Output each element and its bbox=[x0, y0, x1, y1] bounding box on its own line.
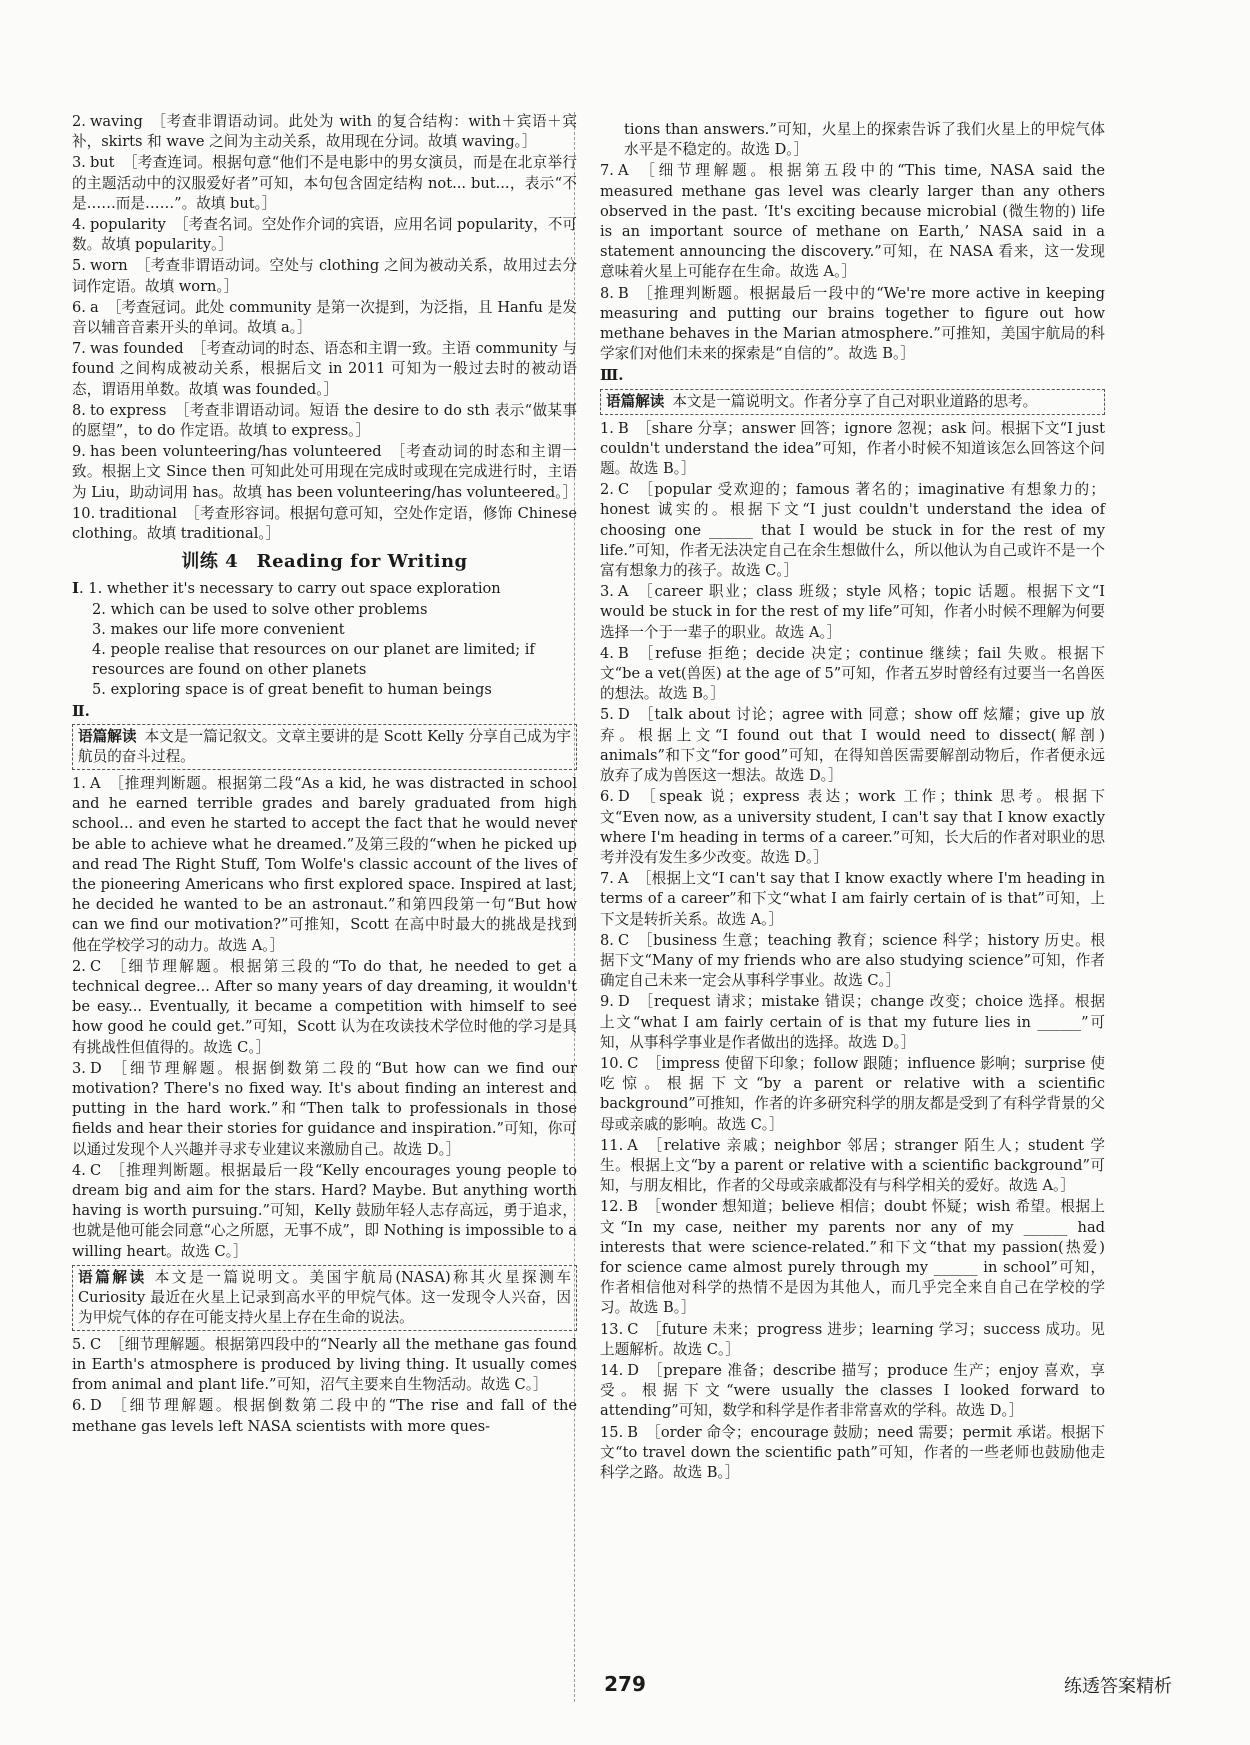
item-answer: B bbox=[617, 644, 629, 662]
item-number: 9. bbox=[72, 443, 86, 461]
answer-item bbox=[600, 582, 1105, 643]
answer-item bbox=[72, 504, 577, 544]
item-explanation: ［推理判断题。根据第二段“As a kid, he was distracted in school and he earned terrible grades and barely graduated from high school... and even he started to accept the fact that he would never be able to achieve what he dreamed.”及第三段的“when he picked up and read The Right Stuff, Tom Wolfe's classic account of the lives of the pioneering Americans who first explored space. Inspired at last, he decided he wanted to be an astronaut.”和第四段第一句“But how can we find our motivation?”可推知，Scott 在高中时最大的挑战是找到他在学校学习的动力。故选 A。］ bbox=[72, 774, 577, 954]
page-number: 279 bbox=[604, 1672, 646, 1696]
item-answer: A bbox=[617, 583, 629, 601]
item-explanation: ［细节理解题。根据第四段中的“Nearly all the methane gas found in Earth's atmosphere is produced by living thing. It usually comes from animal and plant life.”可知，沼气主要来自生物活动。故选 C。］ bbox=[72, 1335, 577, 1394]
answer-item bbox=[72, 339, 577, 400]
answer-item bbox=[72, 1059, 577, 1160]
item-number: 4. bbox=[600, 644, 614, 662]
item-number: 9. bbox=[600, 993, 614, 1011]
item-number: 15. bbox=[600, 1423, 624, 1441]
item-number: 6. bbox=[72, 1397, 86, 1415]
item-answer: C bbox=[89, 1161, 102, 1179]
item-number: 10. bbox=[72, 504, 96, 522]
item-explanation: ［talk about 讨论；agree with 同意；show off 炫耀；give up 放弃。根据上文“I found out that I would need to dissect(解剖) animals”和下文“for good”可知，在得知兽医需要解剖动物后，作者便永远放弃了成为兽医这一想法。故选 D。］ bbox=[600, 706, 1105, 785]
answer-item bbox=[72, 153, 577, 214]
left-column bbox=[72, 112, 577, 1438]
item-number: 8. bbox=[600, 284, 614, 302]
item-number: 11. bbox=[600, 1136, 624, 1154]
item-explanation: ［考查非谓语动词。空处与 clothing 之间为被动关系，故用过去分词作定语。故填 worn。］ bbox=[72, 257, 577, 295]
item-number: 12. bbox=[600, 1198, 624, 1216]
item-answer: B bbox=[627, 1423, 638, 1441]
item-explanation: ［prepare 准备；describe 描写；produce 生产；enjoy 喜欢，享受。根据下文“were usually the classes I looked forward to attending”可知，数学和科学是作者非常喜欢的学科。故选 D。］ bbox=[600, 1361, 1105, 1420]
item-explanation: ［细节理解题。根据第三段的“To do that, he needed to get a technical degree... After so many years of day dreaming, it wouldn't be easy... Eventually, it became a competition with himself to see how good he could get.”可知，Scott 认为在攻读技术学位时他的学习是具有挑战性但值得的。故选 C。］ bbox=[72, 957, 577, 1056]
item-explanation: ［impress 使留下印象；follow 跟随；influence 影响；surprise 使吃惊。根据下文“by a parent or relative with a scientific background”可推知，作者的许多研究科学的朋友都是受到了有科学背景的父母或亲戚的影响。故选 C。］ bbox=[600, 1054, 1105, 1133]
item-answer: C bbox=[627, 1054, 639, 1072]
item-explanation: ［business 生意；teaching 教育；science 科学；history 历史。根据下文“Many of my friends who are also studying science”可知，作者确定自己未来一定会从事科学事业。故选 C。］ bbox=[600, 931, 1105, 990]
item-explanation: ［考查动词的时态和主谓一致。根据上文 Since then 可知此处可用现在完成时或现在完成进行时，主语为 Liu，助动词用 has。故填 has been volunteering/has volunteered。］ bbox=[72, 443, 578, 501]
item-number: 6. bbox=[72, 298, 86, 316]
book-title: 练透答案精析 bbox=[1064, 1676, 1172, 1697]
answer-item bbox=[72, 774, 577, 956]
item-answer: worn bbox=[89, 257, 128, 275]
item-explanation: ［考查形容词。根据句意可知，空处作定语，修饰 Chinese clothing。故填 traditional。］ bbox=[72, 504, 577, 543]
part-2-label: Ⅱ. bbox=[72, 701, 90, 720]
item-explanation: ［future 未来；progress 进步；learning 学习；success 成功。见上题解析。故选 C。］ bbox=[600, 1320, 1105, 1358]
item-explanation: ［popular 受欢迎的；famous 著名的；imaginative 有想象力的；honest 诚实的。根据下文“I just couldn't understand the idea of choosing one ______ that I would be stuck in for the rest of my life.”可知，作者无法决定自己在余生想做什么，所以他认为自己或许不是一个富有想象力的孩子。故选 C。］ bbox=[600, 481, 1105, 580]
answer-item bbox=[72, 298, 577, 338]
item-explanation: ［根据上文“I can't say that I know exactly where I'm heading in terms of a career”和下文“what I am fairly certain of is that”可知，上下文是转折关系。故选 A。］ bbox=[600, 870, 1105, 928]
item-answer: D bbox=[89, 1397, 102, 1415]
right-column bbox=[600, 120, 1105, 1484]
part-1-label: Ⅰ bbox=[72, 579, 80, 598]
answer-item bbox=[72, 256, 577, 296]
answer-item bbox=[72, 1335, 577, 1396]
item-explanation: ［refuse 拒绝；decide 决定；continue 继续；fail 失败。根据下文“be a vet(兽医) at the age of 5”可知，作者五岁时曾经有过要当一名兽医的想法。故选 B。］ bbox=[600, 644, 1105, 703]
item-answer: D bbox=[627, 1361, 639, 1379]
answer-item bbox=[600, 869, 1105, 930]
reading-answers-b bbox=[72, 1335, 577, 1437]
passage-analysis-box-1: 语篇解读 本文是一篇记叙文。文章主要讲的是 Scott Kelly 分享自己成为宇航员的奋斗过程。 bbox=[72, 724, 577, 770]
item-explanation: ［考查连词。根据句意“他们不是电影中的男女演员，而是在北京举行的主题活动中的汉服爱好者”可知，本句包含固定结构 not... but...，表示“不是……而是……”。故填 but。］ bbox=[72, 154, 577, 212]
item-explanation: ［request 请求；mistake 错误；change 改变；choice 选择。根据上文“what I am fairly certain of is that my future lies in ______”可知，从事科学事业是作者做出的选择。故选 D。］ bbox=[600, 993, 1105, 1051]
item-answer: waving bbox=[89, 113, 143, 130]
item-number: 4. bbox=[72, 216, 86, 234]
item-number: 10. bbox=[600, 1054, 624, 1072]
item-explanation: ［考查非谓语动词。短语 the desire to do sth 表示“做某事的愿望”，to do 作定语。故填 to express。］ bbox=[72, 401, 577, 440]
item-explanation: ［考查非谓语动词。此处为 with 的复合结构：with＋宾语＋宾补，skirts 和 wave 之间为主动关系，故用现在分词。故填 waving。］ bbox=[72, 113, 577, 151]
item-explanation: ［推理判断题。根据最后一段“Kelly encourages young people to dream big and aim for the stars. Hard? Maybe. But anything worth having is worth pursuing.”可知，Kelly 鼓励年轻人志存高远，勇于追求，也就是他可能会同意“心之所愿，无事不成”，即 Nothing is impossible to a willing heart。故选 C。］ bbox=[72, 1161, 577, 1260]
answer-item bbox=[600, 1320, 1105, 1360]
item-answer: C bbox=[617, 931, 630, 949]
part-1-line-2: 2. which can be used to solve other problems bbox=[92, 600, 428, 618]
item-explanation: ［share 分享；answer 回答；ignore 忽视；ask 问。根据下文“I just couldn't understand the idea”可知，作者小时候不知道该怎么回答这个问题。故选 B。］ bbox=[600, 419, 1105, 478]
item-answer: B bbox=[617, 284, 629, 302]
passage-analysis-box-2: 语篇解读 本文是一篇说明文。美国宇航局(NASA)称其火星探测车 Curiosity 最近在火星上记录到高水平的甲烷气体。这一发现令人兴奋，因为甲烷气体的存在可能支持火星上存在生命的说法。 bbox=[72, 1265, 577, 1331]
item-answer: B bbox=[617, 419, 629, 437]
item-explanation: ［细节理解题。根据倒数第二段中的“The rise and fall of the methane gas levels left NASA scientists with more ques- bbox=[72, 1397, 577, 1435]
answer-item bbox=[600, 419, 1105, 480]
answer-item bbox=[600, 480, 1105, 581]
item-number: 5. bbox=[72, 1335, 86, 1353]
cloze-answers bbox=[600, 419, 1105, 1484]
item-answer: has been volunteering/has volunteered bbox=[89, 443, 382, 461]
item-answer: B bbox=[627, 1198, 638, 1216]
item-answer: A bbox=[617, 162, 629, 180]
item-number: 2. bbox=[72, 957, 86, 975]
answer-item bbox=[600, 1136, 1105, 1197]
item-number: 5. bbox=[600, 706, 614, 724]
answer-item bbox=[72, 215, 577, 255]
answer-item bbox=[72, 112, 577, 152]
item-explanation: ［考查动词的时态、语态和主谓一致。主语 community 与 found 之间构成被动关系，根据后文 in 2011 可知为一般过去时的被动语态，谓语用单数。故填 was founded。］ bbox=[72, 340, 577, 398]
answer-item bbox=[600, 161, 1105, 282]
item-number: 13. bbox=[600, 1320, 624, 1338]
item-answer: D bbox=[617, 706, 630, 724]
item-number: 1. bbox=[600, 419, 614, 437]
part-1-line-5: 5. exploring space is of great benefit to human beings bbox=[92, 681, 492, 699]
answer-item bbox=[72, 957, 577, 1058]
answer-item bbox=[600, 1054, 1105, 1135]
item-number: 8. bbox=[72, 401, 86, 419]
reading-answers-c bbox=[600, 161, 1105, 364]
item-number: 5. bbox=[72, 257, 86, 275]
continued-text: tions than answers.”可知，火星上的探索告诉了我们火星上的甲烷气体水平是不稳定的。故选 D。］ bbox=[624, 121, 1105, 159]
item-explanation: ［考查冠词。此处 community 是第一次提到，为泛指，且 Hanfu 是发音以辅音音素开头的单词。故填 a。］ bbox=[72, 298, 577, 337]
answer-item bbox=[600, 1361, 1105, 1422]
part-1 bbox=[72, 578, 577, 700]
item-number: 14. bbox=[600, 1361, 624, 1379]
item-answer: C bbox=[627, 1320, 639, 1338]
item-explanation: ［career 职业；class 班级；style 风格；topic 话题。根据下文“I would be stuck in for the rest of my life”可知，作者小时候不理解为何要选择一个于一辈子的职业。故选 A。］ bbox=[600, 583, 1105, 641]
part-3-label: Ⅲ. bbox=[600, 366, 624, 385]
reading-answers-a bbox=[72, 774, 577, 1262]
item-number: 8. bbox=[600, 931, 614, 949]
item-answer: popularity bbox=[89, 216, 166, 234]
item-answer: C bbox=[617, 481, 630, 499]
item-answer: A bbox=[89, 774, 101, 792]
item-number: 6. bbox=[600, 788, 614, 806]
answer-item bbox=[72, 442, 577, 503]
item-answer: C bbox=[89, 1335, 102, 1353]
item-answer: but bbox=[89, 154, 115, 172]
item-answer: to express bbox=[89, 401, 167, 419]
item-answer: C bbox=[89, 957, 102, 975]
section-title: 训练 4 Reading for Writing bbox=[181, 551, 468, 573]
item-answer: A bbox=[627, 1136, 638, 1154]
answer-item bbox=[600, 644, 1105, 705]
item-explanation: ［考查名词。空处作介词的宾语，应用名词 popularity，不可数。故填 popularity。］ bbox=[72, 216, 577, 254]
answer-item bbox=[72, 1161, 577, 1262]
item-number: 3. bbox=[72, 154, 86, 172]
item-answer: D bbox=[617, 788, 630, 806]
item-answer: a bbox=[89, 298, 99, 316]
item-number: 7. bbox=[72, 340, 86, 358]
item-answer: D bbox=[89, 1059, 102, 1077]
item-number: 7. bbox=[600, 870, 614, 888]
item-answer: was founded bbox=[89, 340, 184, 358]
answer-item bbox=[600, 992, 1105, 1053]
item-explanation: ［order 命令；encourage 鼓励；need 需要；permit 承诺。根据下文“to travel down the scientific path”可知，作者的一些老师也鼓励他走科学之路。故选 B。］ bbox=[600, 1423, 1105, 1481]
item-explanation: ［wonder 想知道；believe 相信；doubt 怀疑；wish 希望。根据上文“In my case, neither my parents nor any of my ______ had interests that were science-related.”和下文“that my passion(热爱) for science came almost purely through my ______ in school”可知，作者相信他对科学的热情不是因为其他人，而几乎完全来自自己在学校的学习。故选 B。］ bbox=[600, 1198, 1105, 1317]
item-explanation: ［speak 说；express 表达；work 工作；think 思考。根据下文“Even now, as a university student, I can't say that I know exactly where I'm heading in terms of a career.”可知，长大后的作者对职业的思考并没有发生多少改变。故选 D。］ bbox=[600, 788, 1105, 866]
answer-item bbox=[600, 705, 1105, 786]
item-answer: D bbox=[617, 993, 630, 1011]
item-answer: traditional bbox=[99, 504, 177, 522]
grammar-answers bbox=[72, 112, 577, 544]
answer-item bbox=[600, 1197, 1105, 1318]
item-number: 4. bbox=[72, 1161, 86, 1179]
answer-item bbox=[600, 1423, 1105, 1484]
answer-item bbox=[72, 1396, 577, 1436]
item-explanation: ［细节理解题。根据倒数第二段的“But how can we find our motivation? There's no fixed way. It's about finding an interest and putting in the hard work.”和“Then talk to professionals in those fields and hear their stories for guidance and inspiration.”可知，你可以通过发现个人兴趣并寻求专业建议来激励自己。故选 D。］ bbox=[72, 1059, 577, 1158]
answer-item bbox=[600, 284, 1105, 365]
item-number: 1. bbox=[72, 774, 86, 792]
answer-item bbox=[72, 401, 577, 441]
item-number: 7. bbox=[600, 162, 614, 180]
part-1-line-1: Ⅰ. 1. whether it's necessary to carry out space exploration bbox=[72, 579, 501, 598]
item-number: 2. bbox=[72, 113, 86, 130]
item-explanation: ［细节理解题。根据第五段中的“This time, NASA said the measured methane gas level was clearly larger than any others observed in the past. ‘It's exciting because microbial (微生物的) life is an important source of methane on Earth,’ NASA said in a statement announcing the discovery.”可知，在 NASA 看来，这一发现意味着火星上可能存在生命。故选 A。］ bbox=[600, 162, 1105, 281]
item-answer: A bbox=[617, 870, 629, 888]
part-1-line-3: 3. makes our life more convenient bbox=[92, 620, 345, 638]
item-number: 2. bbox=[600, 481, 614, 499]
item-explanation: ［relative 亲戚；neighbor 邻居；stranger 陌生人；student 学生。根据上文“by a parent or relative with a scientific background”可知，与朋友相比，作者的父母或亲戚都没有与科学相关的爱好。故选 A。］ bbox=[600, 1136, 1105, 1195]
item-number: 3. bbox=[72, 1059, 86, 1077]
item-explanation: ［推理判断题。根据最后一段中的“We're more active in keeping measuring and putting our brains together to figure out how methane behaves in the Marian atmosphere.”可推知，美国宇航局的科学家们对他们未来的探索是“自信的”。故选 B。］ bbox=[600, 284, 1105, 363]
passage-analysis-box-3: 语篇解读 本文是一篇说明文。作者分享了自己对职业道路的思考。 bbox=[600, 389, 1105, 415]
part-1-line-4: 4. people realise that resources on our planet are limited; if resources are found on other planets bbox=[92, 641, 535, 679]
item-number: 3. bbox=[600, 583, 614, 601]
answer-item bbox=[600, 931, 1105, 992]
answer-item bbox=[600, 787, 1105, 868]
